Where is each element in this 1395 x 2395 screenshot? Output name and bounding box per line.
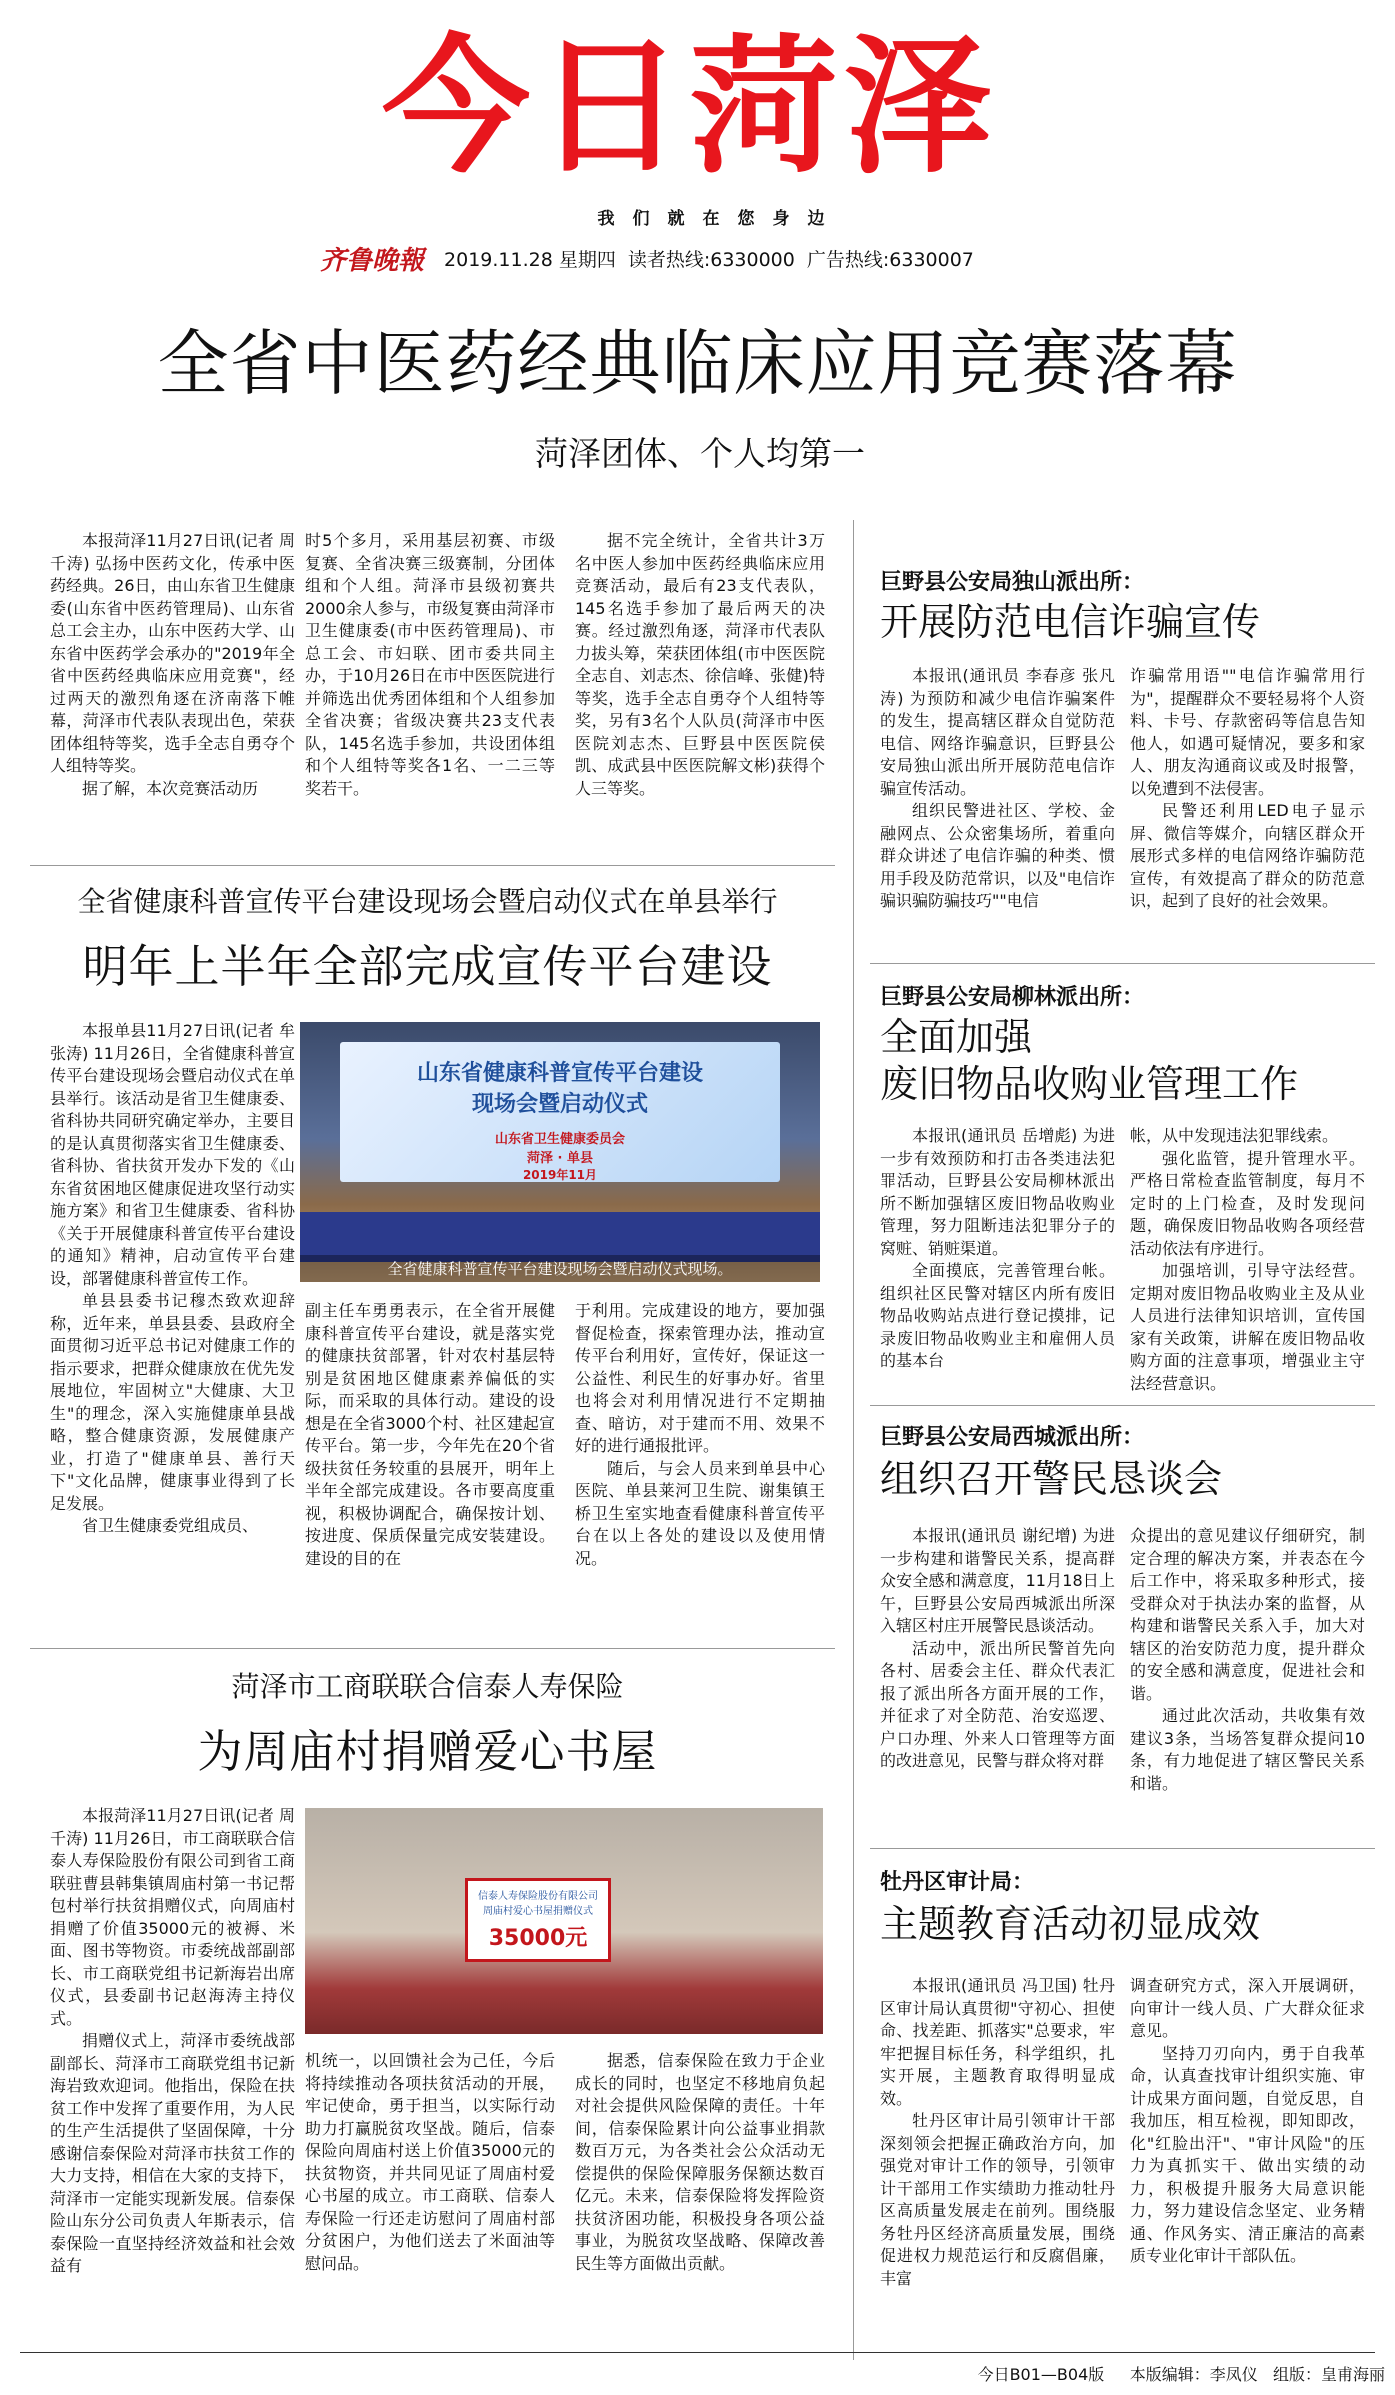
ad-hotline: 广告热线:6330007 — [806, 248, 974, 271]
right4-kicker: 牡丹区审计局： — [880, 1870, 1035, 1895]
issue-date: 2019.11.28 星期四 — [444, 248, 616, 271]
masthead-title: 今日菏泽 — [382, 21, 998, 193]
right4-colB: 调查研究方式，深入开展调研，向审计一线人员、广大群众征求意见。 坚持刀刃向内，勇于自我革命，认真查找审计组织实施、审计成果方面问题，自觉反思，自我加压，相互检视，即知即改，化"红脸出汗"、"审计风险"的压力为真抓实干、做出实绩的动力，积极提升服务大局意识能力，努力建设信念坚定、业务精通、作风务实、清正廉洁的高素质专业化审计干部队伍。 — [1130, 1976, 1365, 2265]
lead-headline: 全省中医药经典临床应用竞赛落幕 — [157, 322, 1238, 405]
right4-colA: 本报讯(通讯员 冯卫国) 牡丹区审计局认真贯彻"守初心、担使命、找差距、抓落实"总要求，牢牢把握目标任务，科学组织，扎实开展，主题教育取得明显成效。 牡丹区审计局引领审计干部深刻领会把握正确政治方向，加强党对审计工作的领导，引领审计干部用工作实绩助力推动牡丹区高质量发展走在前列。围绕服务牡丹区经济高质量发展，围绕促进权力规范运行和反腐倡廉，丰富 — [880, 1976, 1115, 2288]
right3-colA: 本报讯(通讯员 谢纪增) 为进一步构建和谐警民关系，提高群众安全感和满意度，11月18日上午，巨野县公安局西城派出所深入辖区村庄开展警民恳谈活动。 活动中，派出所民警首先向各村、居委会主任、群众代表汇报了派出所各方面开展的工作，并征求了对全防范、治安巡逻、户口办理、外来人口管理等方面的改进意见，民警与群众将对群 — [880, 1526, 1115, 1770]
reader-hotline: 读者热线:6330000 — [627, 248, 795, 271]
footer-pages: 今日B01—B04版 — [977, 2365, 1105, 2384]
right3-headline: 组织召开警民恳谈会 — [880, 1457, 1223, 1501]
story3-kicker: 菏泽市工商联联合信泰人寿保险 — [231, 1670, 624, 1703]
story2-col1: 本报单县11月27日讯(记者 牟张涛) 11月26日，全省健康科普宣传平台建设现场会暨启动仪式在单县举行。该活动是省卫生健康委、省科协共同研究确定举办，主要目的是认真贯彻落实省卫生健康委、省科协、省扶贫开发办下发的《山东省贫困地区健康促进攻坚行动实施方案》和省卫生健康委、省科协《关于开展健康科普宣传平台建设的通知》精神，启动宣传平台建设，部署健康科普宣传工作。 单县县委书记穆杰致欢迎辞称，近年来，单县县委、县政府全面贯彻习近平总书记对健康工作的指示要求，把群众健康放在优先发展地位，牢固树立"大健康、大卫生"的理念，深入实施健康单县战略，整合健康资源，发展健康产业，打造了"健康单县、善行天下"文化品牌，健康事业得到了长足发展。 省卫生健康委党组成员、 — [50, 1021, 295, 1535]
story3-col1: 本报菏泽11月27日讯(记者 周千涛) 11月26日，市工商联联合信泰人寿保险股份有限公司到省工商联驻曹县韩集镇周庙村第一书记帮包村举行扶贫捐赠仪式，向周庙村捐赠了价值35000元的被褥、米面、图书等物资。市委统战部副部长、市工商联党组书记新海岩出席仪式，县委副书记赵海涛主持仪式。 捐赠仪式上，菏泽市委统战部副部长、菏泽市工商联党组书记新海岩致欢迎词。他指出，保险在扶贫工作中发挥了重要作用，为人民的生产生活提供了坚固保障，十分感谢信泰保险对菏泽市扶贫工作的大力支持，相信在大家的支持下，菏泽市一定能实现新发展。信泰保险山东分公司负责人年斯表示，信泰保险一直坚持经济效益和社会效益有 — [50, 1806, 295, 2275]
footer-editor: 本版编辑：李凤仪 — [1129, 2365, 1258, 2384]
footer-layout: 组版：皇甫海丽 — [1272, 2365, 1385, 2384]
right2-colB: 帐，从中发现违法犯罪线索。 强化监管，提升管理水平。严格日常检查监管制度，每月不定时的上门检查，及时发现问题，确保废旧物品收购各项经营活动依法有序进行。 加强培训，引导守法经营。定期对废旧物品收购业主及从业人员进行法律知识培训，宣传国家有关政策，讲解在废旧物品收购方面的注意事项，增强业主守法经营意识。 — [1130, 1126, 1365, 1393]
footer — [0, 2362, 1385, 2385]
story3-headline: 为周庙村捐赠爱心书屋 — [197, 1725, 658, 1778]
publication-bar — [320, 238, 1100, 278]
divider — [870, 1405, 1375, 1406]
story2-headline: 明年上半年全部完成宣传平台建设 — [82, 940, 773, 993]
right1-colB: 诈骗常用语""电信诈骗常用行为"，提醒群众不要轻易将个人资料、卡号、存款密码等信息告知他人，如遇可疑情况，要多和家人、朋友沟通商议或及时报警，以免遭到不法侵害。 民警还利用LED电子显示屏、微信等媒介，向辖区群众开展形式多样的电信网络诈骗防范宣传，有效提高了群众的防范意识，起到了良好的社会效果。 — [1130, 666, 1365, 910]
story2-caption: 全省健康科普宣传平台建设现场会暨启动仪式现场。 — [300, 1255, 820, 1282]
right3-kicker: 巨野县公安局西城派出所： — [880, 1425, 1145, 1450]
right1-kicker: 巨野县公安局独山派出所： — [880, 570, 1145, 595]
right2-kicker: 巨野县公安局柳林派出所： — [880, 985, 1145, 1010]
story3-photo — [305, 1808, 823, 2034]
lead-col3: 据不完全统计，全省共计3万名中医人参加中医药经典临床应用竞赛活动，最后有23支代表队，145名选手参加了最后两天的决赛。经过激烈角逐，菏泽市代表队力拔头筹，荣获团体组(市中医医院全志自、刘志杰、徐信峰、张健)特等奖，选手全志自勇夺个人组特等奖，另有3名个人队员(菏泽市中医医院刘志杰、巨野县中医医院侯凯、成武县中医医院解文彬)获得个人三等奖。 — [575, 531, 825, 798]
column-divider — [853, 520, 854, 2360]
paper-logo: 齐鲁晚報 — [320, 245, 425, 276]
story2-photo — [300, 1022, 820, 1282]
right1-colA: 本报讯(通讯员 李春彦 张凡涛) 为预防和减少电信诈骗案件的发生，提高辖区群众自觉防范电信、网络诈骗意识，巨野县公安局独山派出所开展防范电信诈骗宣传活动。 组织民警进社区、学校、金融网点、公众密集场所，着重向群众讲述了电信诈骗的种类、惯用手段及防范常识，以及"电信诈骗识骗防骗技巧""电信 — [880, 666, 1115, 910]
photo-banner: 山东省健康科普宣传平台建设 现场会暨启动仪式 山东省卫生健康委员会 菏泽 · 单县 2019年11月 — [340, 1042, 780, 1182]
story3-col3: 据悉，信泰保险在致力于企业成长的同时，也坚定不移地肩负起对社会提供风险保障的责任。十年间，信泰保险累计向公益事业捐款数百万元，为各类社会公众活动无偿提供的保险保障服务保额达数百亿元。未来，信泰保险将发挥险资扶贫济困功能，积极投身各项公益事业，为脱贫攻坚战略、保障改善民生等方面做出贡献。 — [575, 2051, 825, 2273]
story3-col2: 机统一，以回馈社会为己任，今后将持续推动各项扶贫活动的开展，牢记使命，勇于担当，以实际行动助力打赢脱贫攻坚战。随后，信泰保险向周庙村送上价值35000元的扶贫物资，并共同见证了周庙村爱心书屋的成立。市工商联、信泰人寿保险一行还走访慰问了周庙村部分贫困户，为他们送去了米面油等慰问品。 — [305, 2051, 555, 2273]
footer-rule — [20, 2352, 1375, 2353]
divider — [30, 1648, 835, 1649]
right2-colA: 本报讯(通讯员 岳增彪) 为进一步有效预防和打击各类违法犯罪活动，巨野县公安局柳林派出所不断加强辖区废旧物品收购业管理，努力阻断违法犯罪分子的窝赃、销赃渠道。 全面摸底，完善管理台帐。组织社区民警对辖区内所有废旧物品收购站点进行登记摸排，记录废旧物品收购业主和雇佣人员的基本台 — [880, 1126, 1115, 1370]
divider — [30, 865, 835, 866]
right2-headline-1: 全面加强 — [880, 1015, 1033, 1059]
divider — [870, 963, 1375, 964]
story2-col2: 副主任车勇勇表示，在全省开展健康科普宣传平台建设，就是落实党的健康扶贫部署，针对农村基层特别是贫困地区健康素养偏低的实际，而采取的具体行动。建设的设想是在全省3000个村、社区建起宣传平台。第一步，今年先在20个省级扶贫任务较重的县展开，明年上半年全部完成建设。各市要高度重视，积极协调配合，确保按计划、按进度、保质保量完成安装建设。建设的目的在 — [305, 1301, 555, 1568]
right2-headline-2: 废旧物品收购业管理工作 — [880, 1062, 1299, 1106]
right1-headline: 开展防范电信诈骗宣传 — [880, 600, 1261, 644]
right4-headline: 主题教育活动初显成效 — [880, 1902, 1261, 1946]
right3-colB: 众提出的意见建议仔细研究，制定合理的解决方案，并表态在今后工作中，将采取多种形式，接受群众对于执法办案的监督，从构建和谐警民关系入手，加大对辖区的治安防范力度，提升群众的安全感和满意度，促进社会和谐。 通过此次活动，共收集有效建议3条，当场答复群众提问10条，有力地促进了辖区警民关系和谐。 — [1130, 1526, 1365, 1793]
masthead-slogan: 我们就在您身边 — [597, 209, 843, 229]
story2-col3: 于利用。完成建设的地方，要加强督促检查，探索管理办法，推动宣传平台利用好，宣传好，保证这一公益性、利民生的好事办好。省里也将会对利用情况进行不定期抽查、暗访，对于建而不用、效果不好的进行通报批评。 随后，与会人员来到单县中心医院、单县莱河卫生院、谢集镇王桥卫生室实地查看健康科普宣传平台在以上各处的建设以及使用情况。 — [575, 1301, 825, 1568]
donation-board: 信泰人寿保险股份有限公司 周庙村爱心书屋捐赠仪式 35000元 — [465, 1878, 611, 1962]
lead-col1: 本报菏泽11月27日讯(记者 周千涛) 弘扬中医药文化，传承中医药经典。26日，由山东省卫生健康委(山东省中医药管理局)、山东省总工会主办，山东中医药大学、山东省中医药学会承办的"2019年全省中医药经典临床应用竞赛"，经过两天的激烈角逐在济南落下帷幕，菏泽市代表队表现出色，荣获团体组特等奖，选手全志自勇夺个人组特等奖。 据了解，本次竞赛活动历 — [50, 531, 295, 798]
divider — [870, 1848, 1375, 1849]
lead-subhead: 菏泽团体、个人均第一 — [535, 434, 865, 473]
lead-col2: 时5个多月，采用基层初赛、市级复赛、全省决赛三级赛制，分团体组和个人组。菏泽市县级初赛共2000余人参与，市级复赛由菏泽市卫生健康委(市中医药管理局)、市总工会、市妇联、团市委共同主办，于10月26日在市中医医院进行并筛选出优秀团体组和个人组参加全省决赛；省级决赛共23支代表队，145名选手参加，共设团体组和个人组特等奖各1名、一二三等奖若干。 — [305, 531, 555, 798]
story2-kicker: 全省健康科普宣传平台建设现场会暨启动仪式在单县举行 — [77, 885, 778, 918]
